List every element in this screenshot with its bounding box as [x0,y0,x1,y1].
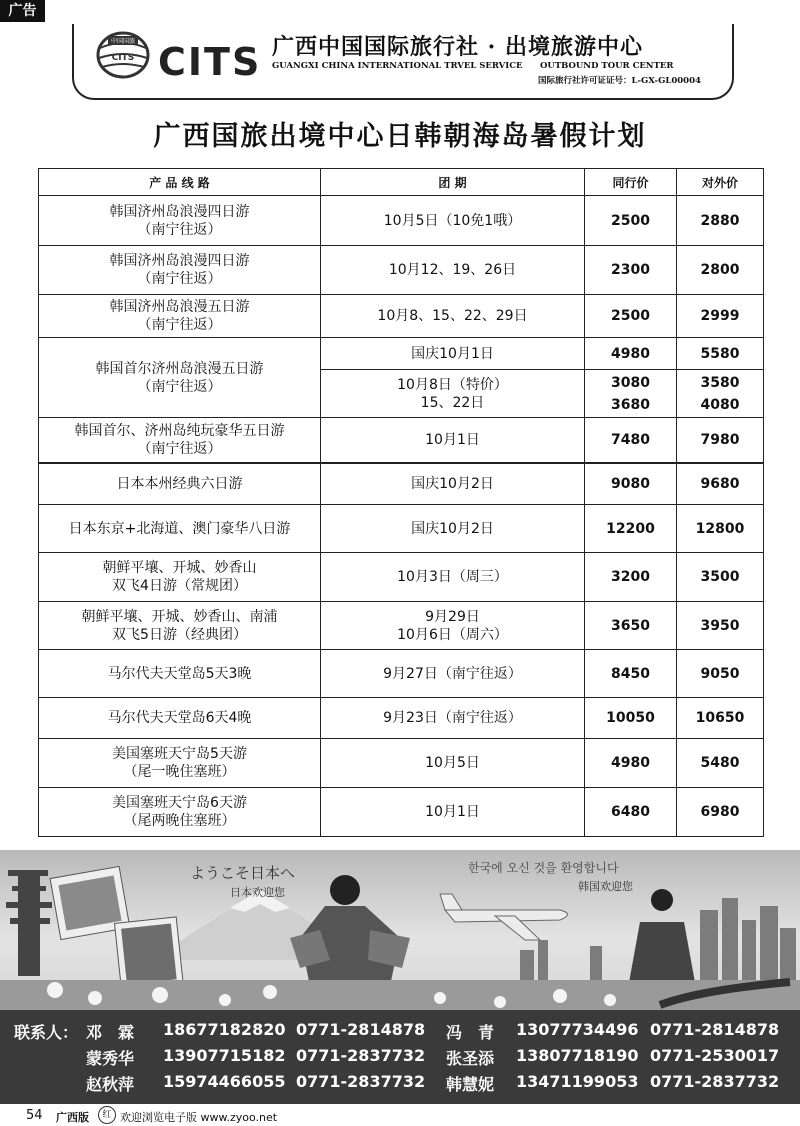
trade-price: 6480 [585,788,677,837]
public-price: 2800 [677,246,764,295]
ad-tag: 广告 [0,0,45,22]
red-badge-icon: 红 [98,1106,116,1124]
contact-phone: 0771-2530017 [650,1046,780,1065]
dates-cell: 10月1日 [321,418,585,463]
contact-phone: 0771-2814878 [650,1020,780,1039]
trade-price: 4980 [585,739,677,788]
table-row [39,739,764,788]
trade-price: 8450 [585,650,677,698]
table-row [39,650,764,698]
route-cell: 日本本州经典六日游 [39,463,321,505]
trade-price: 2300 [585,246,677,295]
banner-artwork [0,850,800,1010]
route-cell: 韩国济州岛浪漫四日游 （南宁往返） [39,196,321,246]
public-price: 3950 [677,602,764,650]
route-cell: 马尔代夫天堂岛6天4晚 [39,698,321,739]
table-row [39,698,764,739]
dates-cell: 10月12、19、26日 [321,246,585,295]
route-cell: 日本东京+北海道、澳门豪华八日游 [39,505,321,553]
page-number: 54 [26,1108,43,1123]
public-price: 9050 [677,650,764,698]
public-price: 2880 [677,196,764,246]
contact-name: 赵秋萍 [86,1075,135,1094]
dates-cell: 10月8、15、22、29日 [321,295,585,338]
edition-label: 广西版 [56,1111,89,1124]
trade-price: 2500 [585,196,677,246]
table-row [39,553,764,602]
trade-price: 7480 [585,418,677,463]
logo-globe-text: 中国国旅 [110,38,136,45]
contact-name: 蒙秀华 [86,1049,135,1068]
public-price: 5480 [677,739,764,788]
contact-name: 张圣添 [446,1049,495,1068]
airplane-icon [440,894,568,940]
contact-mobile: 13471199053 [516,1072,639,1091]
dates-cell: 9月23日（南宁往返） [321,698,585,739]
public-price: 10650 [677,698,764,739]
contact-mobile: 13807718190 [516,1046,639,1065]
trade-price: 2500 [585,295,677,338]
contact-phone: 0771-2837732 [650,1072,780,1091]
contact-mobile: 13907715182 [163,1046,286,1065]
route-cell: 朝鲜平壤、开城、妙香山 双飞4日游（常规团） [39,553,321,602]
public-price: 5580 [677,338,764,370]
public-price: 2999 [677,295,764,338]
korea-welcome: 韩国欢迎您 [578,880,633,893]
agency-name: 广西中国国际旅行社 · 出境旅游中心 [272,34,643,60]
contact-mobile: 15974466055 [163,1072,286,1091]
route-cell: 韩国济州岛浪漫五日游 （南宁往返） [39,295,321,338]
cits-logo-text: CITS [158,40,262,84]
dates-cell: 9月29日 10月6日（周六） [321,602,585,650]
logo-globe-initials: CITS [111,53,135,63]
table-row [39,602,764,650]
trade-price: 10050 [585,698,677,739]
dates-cell: 国庆10月2日 [321,463,585,505]
japan-greeting: ようこそ日本へ [190,864,296,882]
route-cell: 马尔代夫天堂岛5天3晚 [39,650,321,698]
route-cell: 朝鲜平壤、开城、妙香山、南浦 双飞5日游（经典团） [39,602,321,650]
table-header-row [39,169,764,196]
contact-panel [0,1010,800,1104]
route-cell: 韩国济州岛浪漫四日游 （南宁往返） [39,246,321,295]
contact-name: 邓 霖 [86,1023,135,1042]
dates-cell: 10月5日（10免1哦） [321,196,585,246]
dates-cell: 10月3日（周三） [321,553,585,602]
trade-price: 9080 [585,463,677,505]
public-price: 3500 [677,553,764,602]
public-price: 6980 [677,788,764,837]
table-row [39,463,764,505]
public-price: 7980 [677,418,764,463]
header-public-price: 对外价 [677,169,764,196]
table-row [39,418,764,463]
dates-cell: 国庆10月1日 [321,338,585,370]
contact-phone: 0771-2837732 [296,1046,426,1065]
trade-price: 3080 3680 [585,370,677,418]
table-row [39,505,764,553]
dates-cell: 10月8日（特价） 15、22日 [321,370,585,418]
korea-greeting: 한국에 오신 것을 환영합니다 [468,861,619,875]
japan-welcome: 日本欢迎您 [230,886,285,899]
dates-cell: 9月27日（南宁往返） [321,650,585,698]
trade-price: 12200 [585,505,677,553]
dates-cell: 10月5日 [321,739,585,788]
page-footer [0,1104,800,1126]
contact-mobile: 18677182820 [163,1020,286,1039]
table-row [39,196,764,246]
travel-banner [0,850,800,1010]
website-link[interactable]: 欢迎浏览电子版 www.zyoo.net [120,1111,278,1124]
table-row [39,246,764,295]
table-row [39,295,764,338]
license-number: 国际旅行社许可证证号：L-GX-GL00004 [538,76,701,86]
contact-mobile: 13077734496 [516,1020,639,1039]
dates-cell: 10月1日 [321,788,585,837]
route-cell: 美国塞班天宁岛6天游 （尾两晚住塞班） [39,788,321,837]
cits-globe-logo [96,30,150,80]
route-cell: 美国塞班天宁岛5天游 （尾一晚住塞班） [39,739,321,788]
public-price: 3580 4080 [677,370,764,418]
table-row [39,788,764,837]
table-row [39,338,764,370]
agency-english-name: GUANGXI CHINA INTERNATIONAL TRVEL SERVICE [272,61,523,71]
trade-price: 4980 [585,338,677,370]
pagoda-icon [6,870,52,976]
price-table [38,168,764,837]
page-title: 广西国旅出境中心日韩朝海岛暑假计划 [153,121,647,152]
header-dates: 团 期 [321,169,585,196]
dates-cell: 国庆10月2日 [321,505,585,553]
trade-price: 3200 [585,553,677,602]
contact-name: 冯 青 [446,1023,495,1042]
contact-name: 韩慧妮 [446,1075,495,1094]
route-cell: 韩国首尔济州岛浪漫五日游 （南宁往返） [39,338,321,418]
trade-price: 3650 [585,602,677,650]
outbound-center-english: OUTBOUND TOUR CENTER [540,61,674,71]
public-price: 12800 [677,505,764,553]
public-price: 9680 [677,463,764,505]
header-trade-price: 同行价 [585,169,677,196]
header-route: 产 品 线 路 [39,169,321,196]
contact-phone: 0771-2837732 [296,1072,426,1091]
contact-label: 联系人： [14,1023,79,1042]
contact-phone: 0771-2814878 [296,1020,426,1039]
route-cell: 韩国首尔、济州岛纯玩豪华五日游 （南宁往返） [39,418,321,463]
